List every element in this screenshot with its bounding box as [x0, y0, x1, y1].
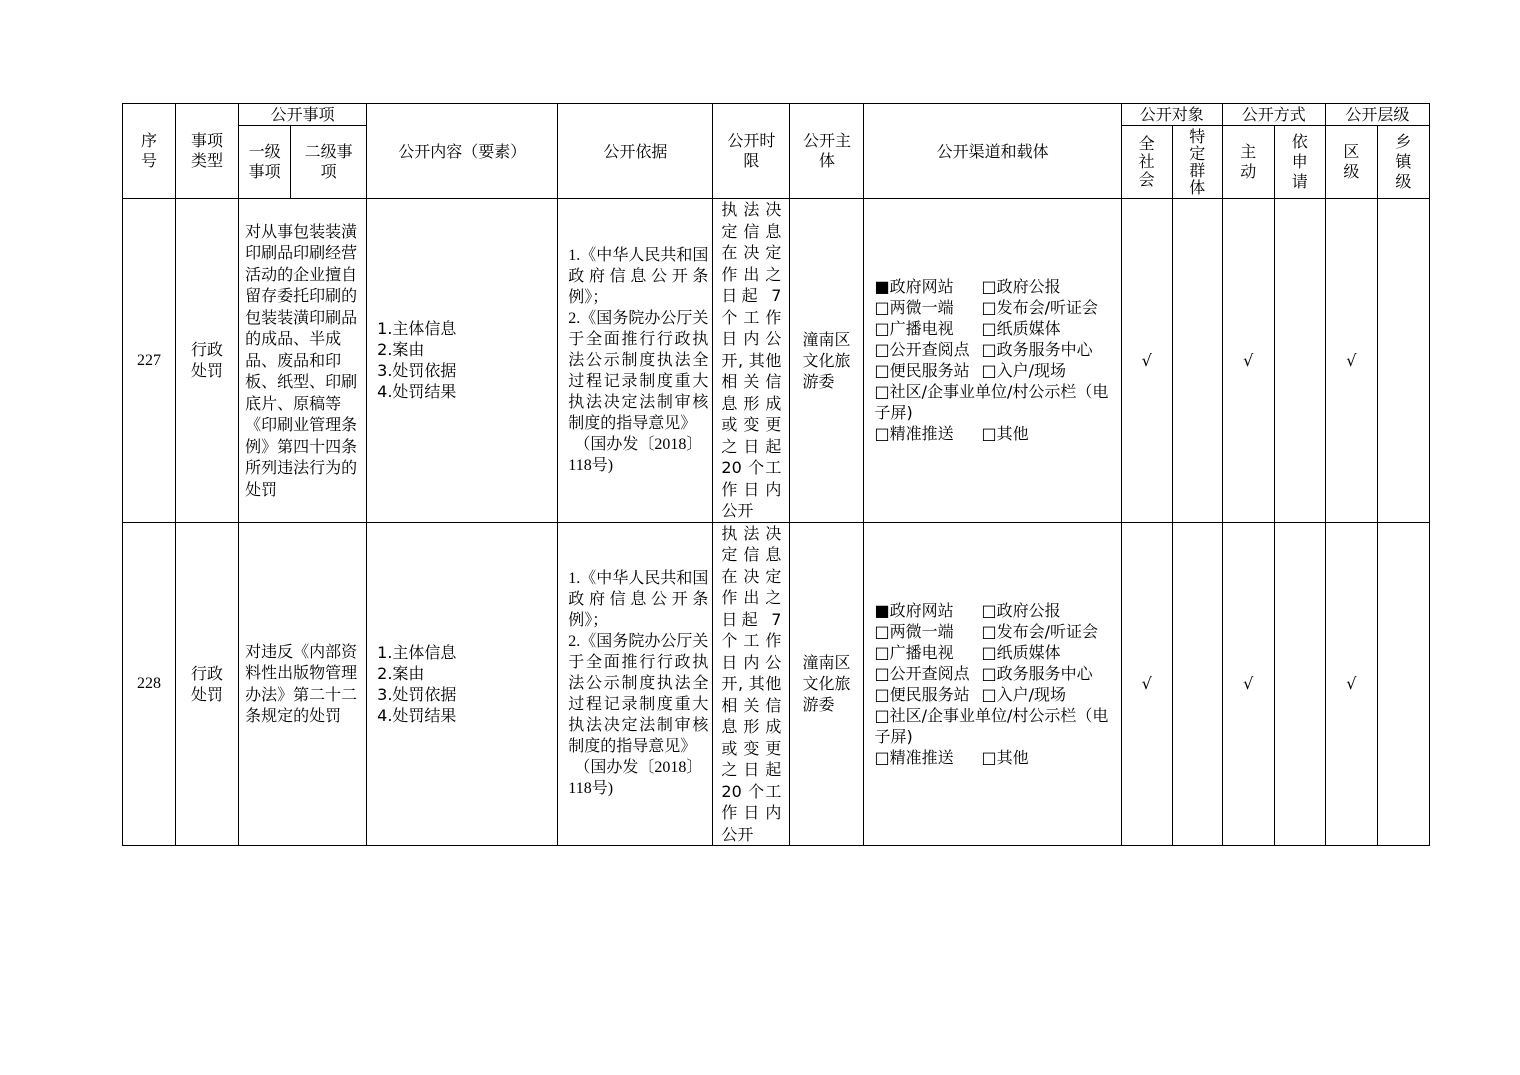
header-method-label: 公开方式 [1241, 105, 1306, 124]
channel-print-media: □纸质媒体 [981, 642, 1061, 662]
row-matter [239, 199, 367, 523]
row-content [367, 522, 558, 846]
header-level1-label: 一级事项 [248, 142, 281, 181]
content-item: 4.处罚结果 [377, 382, 457, 402]
limit-line: 在决定 [721, 243, 782, 262]
header-content [367, 104, 558, 199]
content-item: 3.处罚依据 [377, 684, 457, 704]
channel-weibo-wechat: □两微一端 [874, 621, 954, 641]
limit-line: 定信息 [721, 221, 782, 241]
limit-line: 作出之 [721, 264, 782, 284]
row-matter [239, 522, 367, 846]
row-method-active: √ [1222, 522, 1274, 846]
header-seq [123, 104, 176, 199]
subject-line: 游委 [802, 695, 835, 715]
limit-line: 之日起 [721, 760, 782, 779]
channel-broadcast-tv: □广播电视 [874, 319, 954, 339]
limit-line: 公开 [721, 501, 754, 520]
channel-reading-point: □公开查阅点 [874, 340, 970, 360]
header-type [176, 104, 239, 199]
row-basis [558, 199, 713, 523]
channel-print-media: □纸质媒体 [981, 319, 1061, 339]
basis-line: （国办发〔2018〕 [574, 759, 703, 777]
channel-reading-point: □公开查阅点 [874, 663, 970, 683]
header-target [1121, 104, 1222, 126]
row-seq: 228 [123, 522, 176, 846]
content-item: 2.案由 [377, 663, 425, 683]
limit-line: 日内公 [721, 652, 782, 672]
row-level-district: √ [1325, 522, 1377, 846]
limit-line: 开, 其他 [721, 350, 782, 370]
limit-line: 开, 其他 [721, 674, 782, 693]
channel-bulletin-board-cont: 子屏) [874, 726, 913, 746]
limit-line: 执法决 [721, 200, 782, 219]
limit-line: 在决定 [721, 566, 782, 586]
row-method-request [1274, 522, 1325, 846]
row-method-request [1274, 199, 1325, 523]
header-level [1325, 104, 1429, 126]
limit-line: 个工作 [721, 307, 782, 327]
header-subject-label: 公开主体 [802, 131, 851, 170]
row-method-active: √ [1222, 199, 1274, 523]
channel-precise-push: □精准推送 [874, 424, 954, 444]
limit-line: 之日起 [721, 436, 782, 456]
limit-line: 公开 [721, 824, 754, 844]
limit-line: 或变更 [721, 415, 782, 434]
header-type-label: 事项类型 [191, 131, 224, 170]
row-target-specific [1172, 522, 1222, 846]
limit-line: 相关信 [721, 695, 782, 715]
limit-line: 相关信 [721, 372, 782, 391]
header-channel-label: 公开渠道和载体 [936, 141, 1049, 161]
channel-bulletin-board-cont: 子屏) [874, 403, 913, 423]
row-time-limit [713, 199, 790, 523]
row-target-specific [1172, 199, 1222, 523]
row-target-all: √ [1121, 199, 1172, 523]
row-type [176, 522, 239, 846]
header-public-matter-label: 公开事项 [270, 105, 335, 124]
channel-press-hearing: □发布会/听证会 [981, 621, 1098, 641]
header-target-label: 公开对象 [1139, 105, 1204, 124]
channel-service-station: □便民服务站 [874, 684, 970, 704]
limit-line: 执法决 [721, 523, 782, 543]
limit-line: 日起 7 [721, 609, 782, 629]
limit-line: 息形成 [721, 393, 782, 413]
channel-government-gazette: □政府公报 [981, 277, 1061, 297]
row-time-limit [713, 522, 790, 846]
basis-line: 1.《中华人民共和国政府信息公开条例》； [568, 246, 709, 306]
channel-service-center: □政务服务中心 [981, 663, 1093, 683]
limit-line: 日内公 [721, 329, 782, 348]
header-target-specific-label: 特定群体 [1189, 127, 1206, 197]
row-type [176, 199, 239, 523]
header-target-specific [1172, 126, 1222, 199]
limit-line: 或变更 [721, 738, 782, 758]
header-time-limit [713, 104, 790, 199]
row-subject [790, 522, 864, 846]
header-level-label: 公开层级 [1345, 105, 1410, 124]
limit-line: 息形成 [721, 717, 782, 736]
header-level1 [239, 126, 291, 199]
channel-government-website: ■政府网站 [874, 600, 954, 620]
basis-line: 118号) [568, 780, 614, 798]
header-channel [864, 104, 1121, 199]
header-subject [790, 104, 864, 199]
row-matter-text: 对从事包装装潢印刷品印刷经营活动的企业擅自留存委托印刷的包装装潢印刷品的成品、半成品、废品和印板、纸型、印刷底片、原稿等《印刷业管理条例》第四十四条所列违法行为的处罚 [245, 221, 358, 499]
header-target-all-label: 全社会 [1138, 134, 1155, 189]
limit-line: 作日内 [721, 479, 782, 499]
row-type-line: 行政 [191, 663, 224, 683]
content-item: 3.处罚依据 [377, 361, 457, 381]
header-basis [558, 104, 713, 199]
channel-other: □其他 [981, 424, 1029, 444]
basis-line: 2.《国务院办公厅关于全面推行行政执法公示制度执法全过程记录制度重大执法决定法制审核制度的指导意见》 [568, 309, 709, 432]
header-level-district [1325, 126, 1377, 199]
row-subject [790, 199, 864, 523]
limit-line: 20 个工 [721, 781, 782, 801]
limit-line: 日起 7 [721, 286, 782, 305]
row-channel [864, 522, 1121, 846]
header-level2-label: 二级事项 [304, 142, 353, 181]
row-type-line: 行政 [191, 340, 224, 360]
channel-door-to-door: □入户/现场 [981, 684, 1066, 704]
subject-line: 潼南区 [802, 329, 851, 349]
row-basis [558, 522, 713, 846]
header-method-active-label: 主动 [1240, 142, 1257, 181]
channel-bulletin-board: □社区/企事业单位/村公示栏（电 [874, 382, 1109, 402]
channel-government-website: ■政府网站 [874, 277, 954, 297]
row-matter-text: 对违反《内部资料性出版物管理办法》第二十二条规定的处罚 [245, 641, 358, 726]
channel-bulletin-board: □社区/企事业单位/村公示栏（电 [874, 705, 1109, 725]
row-type-line: 处罚 [191, 684, 224, 704]
row-level-town [1377, 522, 1429, 846]
header-level-town [1377, 126, 1429, 199]
content-item: 1.主体信息 [377, 642, 457, 662]
limit-line: 个工作 [721, 631, 782, 650]
channel-weibo-wechat: □两微一端 [874, 298, 954, 318]
header-basis-label: 公开依据 [603, 141, 668, 161]
subject-line: 文化旅 [802, 350, 851, 370]
channel-service-station: □便民服务站 [874, 361, 970, 381]
table-row [123, 199, 1430, 523]
table-row [123, 522, 1430, 846]
row-content [367, 199, 558, 523]
subject-line: 游委 [802, 371, 835, 391]
limit-line: 定信息 [721, 545, 782, 564]
header-public-matter [239, 104, 367, 126]
header-level2 [291, 126, 367, 199]
content-item: 4.处罚结果 [377, 705, 457, 725]
channel-door-to-door: □入户/现场 [981, 361, 1066, 381]
header-method-request [1274, 126, 1325, 199]
channel-broadcast-tv: □广播电视 [874, 642, 954, 662]
content-item: 2.案由 [377, 340, 425, 360]
limit-line: 作出之 [721, 588, 782, 607]
basis-line: 118号) [568, 456, 614, 474]
disclosure-table [122, 103, 1430, 846]
row-level-town [1377, 199, 1429, 523]
header-level-district-label: 区级 [1343, 142, 1360, 181]
row-type-line: 处罚 [191, 361, 224, 381]
channel-service-center: □政务服务中心 [981, 340, 1093, 360]
channel-government-gazette: □政府公报 [981, 600, 1061, 620]
content-item: 1.主体信息 [377, 319, 457, 339]
basis-line: 2.《国务院办公厅关于全面推行行政执法公示制度执法全过程记录制度重大执法决定法制审核制度的指导意见》 [568, 633, 709, 756]
channel-press-hearing: □发布会/听证会 [981, 298, 1098, 318]
channel-other: □其他 [981, 747, 1029, 767]
basis-line: （国办发〔2018〕 [574, 435, 703, 453]
limit-line: 20 个工 [721, 458, 782, 477]
row-target-all: √ [1121, 522, 1172, 846]
basis-line: 1.《中华人民共和国政府信息公开条例》； [568, 570, 709, 630]
header-seq-label: 序号 [141, 131, 158, 170]
header-content-label: 公开内容（要素） [398, 141, 527, 161]
subject-line: 文化旅 [802, 674, 851, 694]
limit-line: 作日内 [721, 803, 782, 822]
header-target-all [1121, 126, 1172, 199]
subject-line: 潼南区 [802, 653, 851, 673]
row-seq: 227 [123, 199, 176, 523]
row-channel [864, 199, 1121, 523]
header-method [1222, 104, 1325, 126]
header-time-limit-label: 公开时限 [727, 131, 776, 170]
row-level-district: √ [1325, 199, 1377, 523]
header-method-request-label: 依申请 [1291, 132, 1308, 191]
channel-precise-push: □精准推送 [874, 747, 954, 767]
header-method-active [1222, 126, 1274, 199]
header-level-town-label: 乡镇级 [1395, 132, 1412, 191]
